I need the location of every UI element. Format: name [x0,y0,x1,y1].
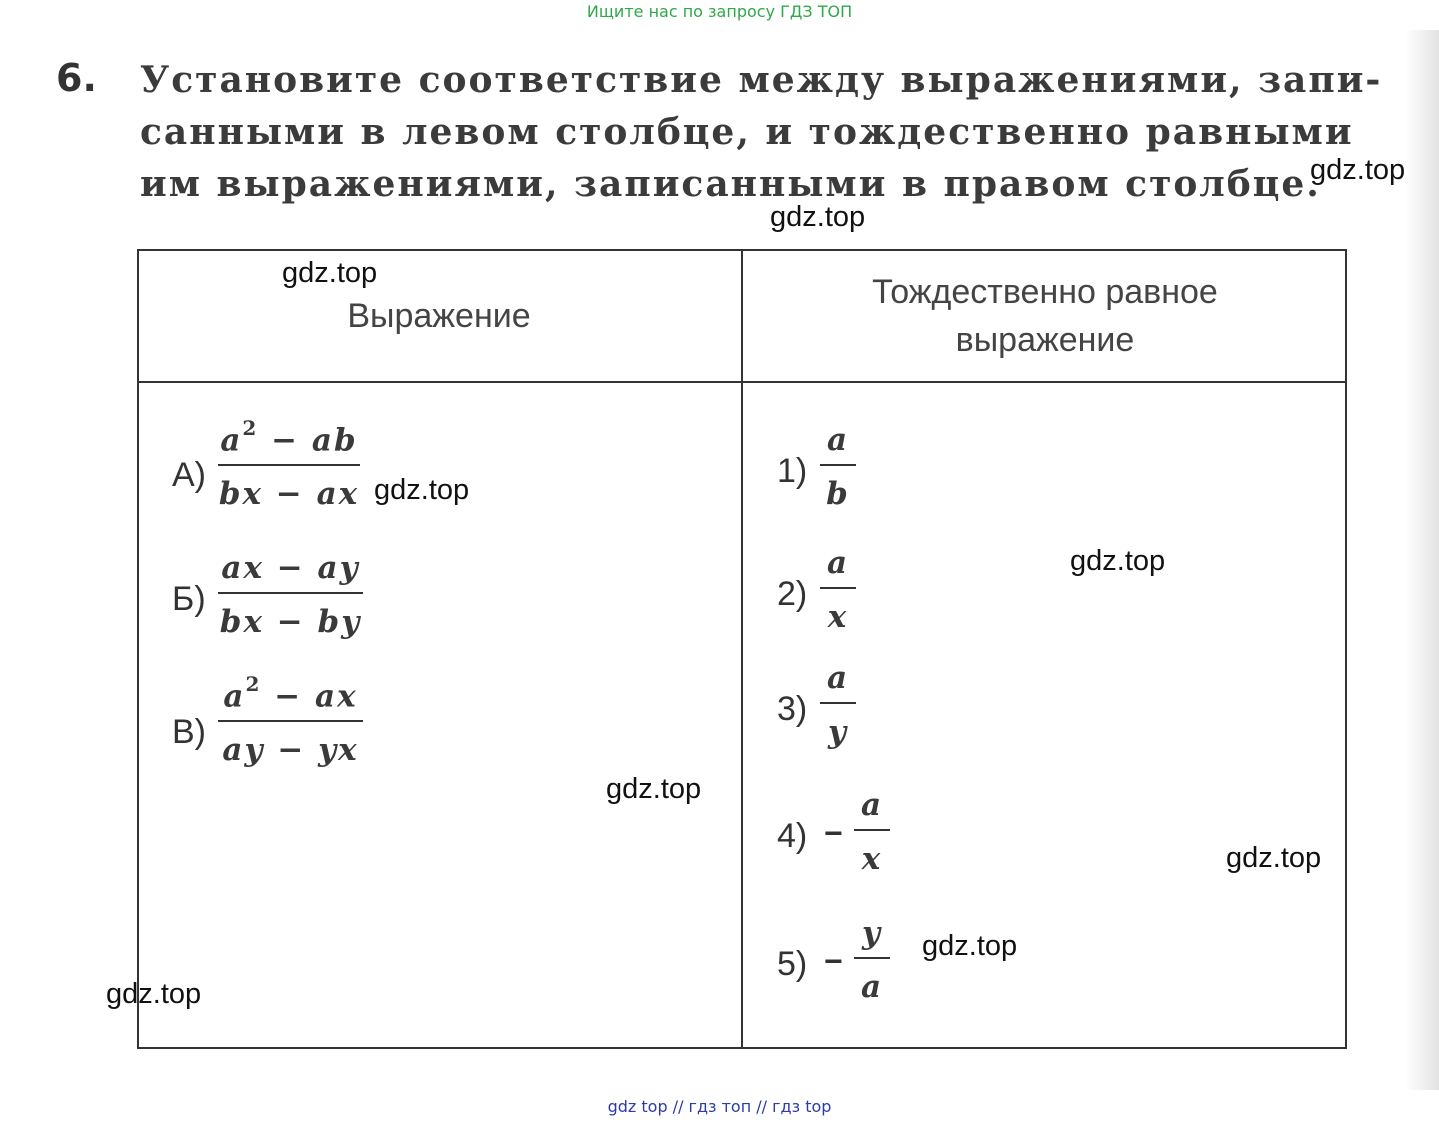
watermark: gdz.top [1310,154,1406,186]
numerator: ax − ay [221,550,360,586]
expr-label-a: А) [172,456,206,494]
watermark: gdz.top [1226,842,1322,874]
answer-label-5: 5) [777,945,808,983]
denominator: bx − ax [218,476,360,513]
expr-label-c: В) [172,713,206,751]
answer-label-2: 2) [777,575,808,613]
answer-label-1: 1) [777,452,808,490]
watermark: gdz.top [922,930,1018,962]
header-divider [137,381,1347,383]
answer-fraction-5 [854,915,890,1005]
header-line: выражение [955,321,1135,359]
answer-fraction-3 [820,660,856,750]
answer-label-3: 3) [777,690,808,728]
watermark: gdz.top [374,474,470,506]
task-line: им выражениями, записанными в правом столбце. [140,163,1321,205]
denominator: a [860,969,884,1005]
task-number: 6. [56,56,97,100]
fraction-a [218,416,360,513]
task-line: Установите соответствие между выражениями, запи- [140,59,1383,101]
footer-links[interactable]: gdz top // гдз топ // гдз top [607,1097,832,1116]
denominator: y [827,714,848,750]
denominator: b [826,476,850,512]
fraction-b [218,550,363,640]
task-line: санными в левом столбце, и тождественно равными [140,111,1354,153]
watermark: gdz.top [606,773,702,805]
page-edge-shadow [1405,30,1439,1090]
answer-fraction-4 [854,787,890,877]
watermark: gdz.top [770,201,866,233]
header-equivalent [745,268,1345,364]
numerator: $a^2$ − ax [223,672,358,715]
watermark: gdz.top [282,257,378,289]
denominator: x [861,841,883,877]
denominator: ay − yx [222,732,359,769]
top-banner[interactable]: Ищите нас по запросу ГДЗ ТОП [586,2,853,21]
numerator: a [860,787,884,823]
header-expression: Выражение [347,296,531,335]
watermark: gdz.top [1070,545,1166,577]
denominator: bx − by [219,604,362,640]
minus-sign: − [824,815,843,851]
answer-fraction-2 [820,545,856,635]
task-statement [140,54,1383,210]
answer-fraction-1 [820,422,856,512]
minus-sign: − [824,943,843,979]
watermark: gdz.top [106,978,202,1010]
column-divider [741,249,743,1049]
answer-label-4: 4) [777,817,808,855]
expr-label-b: Б) [172,580,206,618]
numerator: y [861,915,882,951]
header-line: Тождественно равное [872,273,1218,311]
fraction-c [218,672,363,769]
numerator: $a^2$ − ab [220,416,358,459]
denominator: x [827,599,849,635]
numerator: a [826,422,850,458]
numerator: a [826,545,850,581]
numerator: a [826,660,850,696]
